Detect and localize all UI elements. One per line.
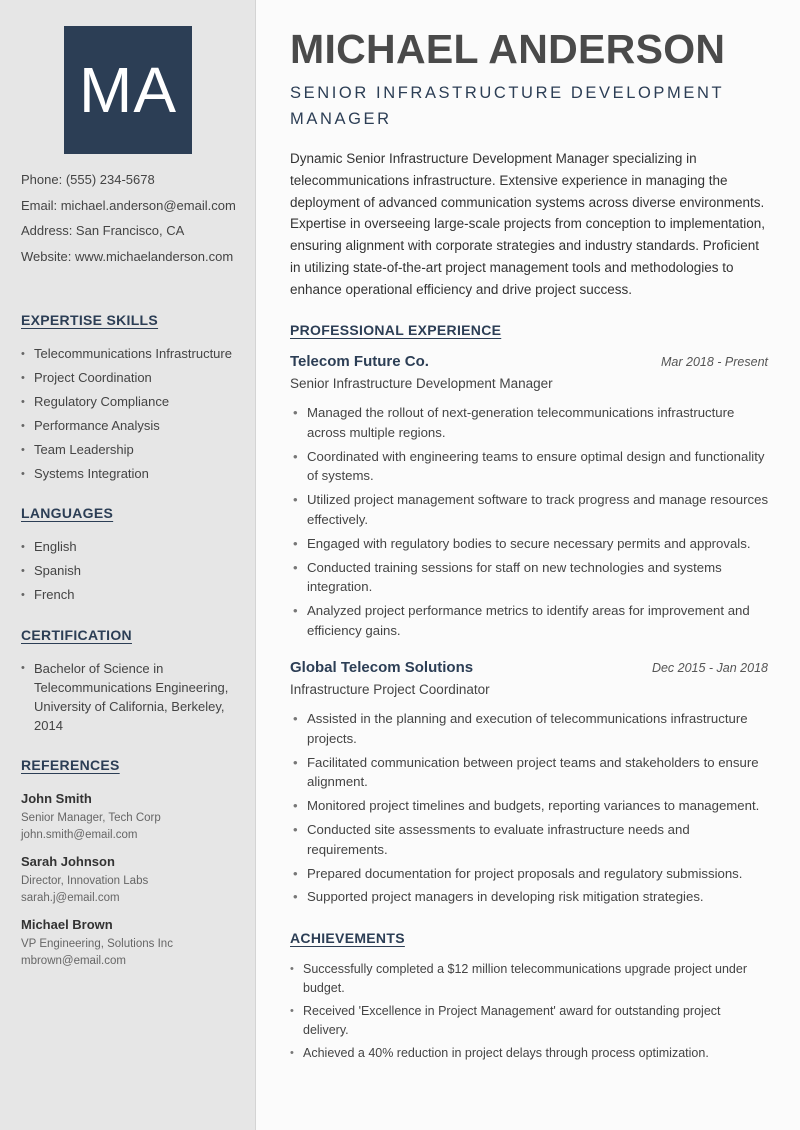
job-bullet: • Coordinated with engineering teams to ensure optimal design and functionality of systems. (290, 447, 770, 487)
reference-name: John Smith (21, 791, 92, 806)
experience-heading: PROFESSIONAL EXPERIENCE (290, 322, 502, 338)
job-bullet: • Monitored project timelines and budgets, reporting variances to management. (290, 796, 770, 816)
language-item: • Spanish (21, 563, 241, 587)
reference-email: sarah.j@email.com (21, 892, 120, 904)
job-bullet: • Conducted training sessions for staff on new technologies and systems integration. (290, 558, 770, 598)
reference-entry (21, 791, 161, 844)
reference-title: Director, Innovation Labs (21, 875, 149, 887)
languages-list (21, 539, 241, 611)
summary-paragraph: Dynamic Senior Infrastructure Development Manager specializing in telecommunications infrastructure. Extensive experience in managing the deployment of advanced communication systems across diverse environments. Expertise in overseeing large-scale projects from conception to implementation, ensuring alignment with corporate strategies and industry standards. Proficient in utilizing state-of-the-art project management tools and methodologies to enhance operational efficiency and drive project success. (290, 151, 765, 297)
reference-email: john.smith@email.com (21, 829, 138, 841)
certification-item: • Bachelor of Science in Telecommunications Engineering, University of California, Berkeley, 2014 (21, 659, 241, 735)
reference-title: Senior Manager, Tech Corp (21, 812, 161, 824)
reference-title: VP Engineering, Solutions Inc (21, 938, 173, 950)
skill-item: • Performance Analysis (21, 418, 241, 442)
skills-heading: EXPERTISE SKILLS (21, 312, 159, 328)
job-bullet: • Supported project managers in developing risk mitigation strategies. (290, 887, 770, 907)
reference-name: Sarah Johnson (21, 854, 115, 869)
achievement-item: • Received 'Excellence in Project Management' award for outstanding project delivery. (290, 1002, 760, 1039)
skill-item: • Team Leadership (21, 442, 241, 466)
job-header (290, 353, 768, 370)
skill-item: • Systems Integration (21, 466, 241, 490)
languages-heading: LANGUAGES (21, 505, 114, 521)
job-bullet: • Prepared documentation for project proposals and regulatory submissions. (290, 864, 770, 884)
certification-list (21, 659, 241, 735)
contact-email: Email: michael.anderson@email.com (21, 197, 236, 213)
job-header (290, 659, 768, 676)
job-bullet: • Facilitated communication between project teams and stakeholders to ensure alignment. (290, 753, 770, 793)
skill-item: • Regulatory Compliance (21, 394, 241, 418)
job-bullet: • Utilized project management software to track progress and manage resources effectively. (290, 490, 770, 530)
certification-heading: CERTIFICATION (21, 627, 132, 643)
job-role: Senior Infrastructure Development Manager (290, 376, 553, 391)
job-bullet: • Assisted in the planning and execution of telecommunications infrastructure projects. (290, 709, 770, 749)
job-dates: Mar 2018 - Present (661, 355, 768, 369)
skill-item: • Telecommunications Infrastructure (21, 346, 241, 370)
monogram-avatar: MA (64, 26, 192, 154)
language-item: • French (21, 587, 241, 611)
candidate-name: MICHAEL ANDERSON (290, 26, 726, 72)
reference-name: Michael Brown (21, 917, 113, 932)
company-name: Telecom Future Co. (290, 353, 429, 370)
achievements-heading: ACHIEVEMENTS (290, 930, 405, 946)
achievement-item: • Achieved a 40% reduction in project delays through process optimization. (290, 1044, 760, 1063)
achievement-item: • Successfully completed a $12 million telecommunications upgrade project under budget. (290, 960, 760, 997)
job-dates: Dec 2015 - Jan 2018 (651, 661, 768, 675)
contact-address: Address: San Francisco, CA (21, 223, 185, 238)
job-bullet: • Managed the rollout of next-generation telecommunications infrastructure across multiple regions. (290, 403, 770, 443)
language-item: • English (21, 539, 241, 563)
reference-email: mbrown@email.com (21, 955, 126, 967)
job-bullet: • Analyzed project performance metrics to identify areas for improvement and efficiency gains. (290, 601, 770, 641)
contact-info (21, 172, 236, 274)
references-heading: REFERENCES (21, 757, 120, 773)
contact-phone: Phone: (555) 234-5678 (21, 172, 155, 187)
sidebar (0, 0, 256, 1130)
skills-list (21, 346, 241, 490)
contact-website: Website: www.michaelanderson.com (21, 248, 234, 264)
candidate-title: SENIOR INFRASTRUCTURE DEVELOPMENT MANAGER (290, 84, 724, 128)
job-bullet: • Engaged with regulatory bodies to secure necessary permits and approvals. (290, 534, 770, 554)
job-role: Infrastructure Project Coordinator (290, 682, 490, 697)
reference-entry (21, 917, 173, 970)
achievements-list (290, 960, 760, 1068)
job-bullets (290, 709, 770, 911)
job-bullet: • Conducted site assessments to evaluate infrastructure needs and requirements. (290, 820, 770, 860)
skill-item: • Project Coordination (21, 370, 241, 394)
job-bullets (290, 403, 770, 645)
company-name: Global Telecom Solutions (290, 659, 474, 676)
reference-entry (21, 854, 148, 907)
